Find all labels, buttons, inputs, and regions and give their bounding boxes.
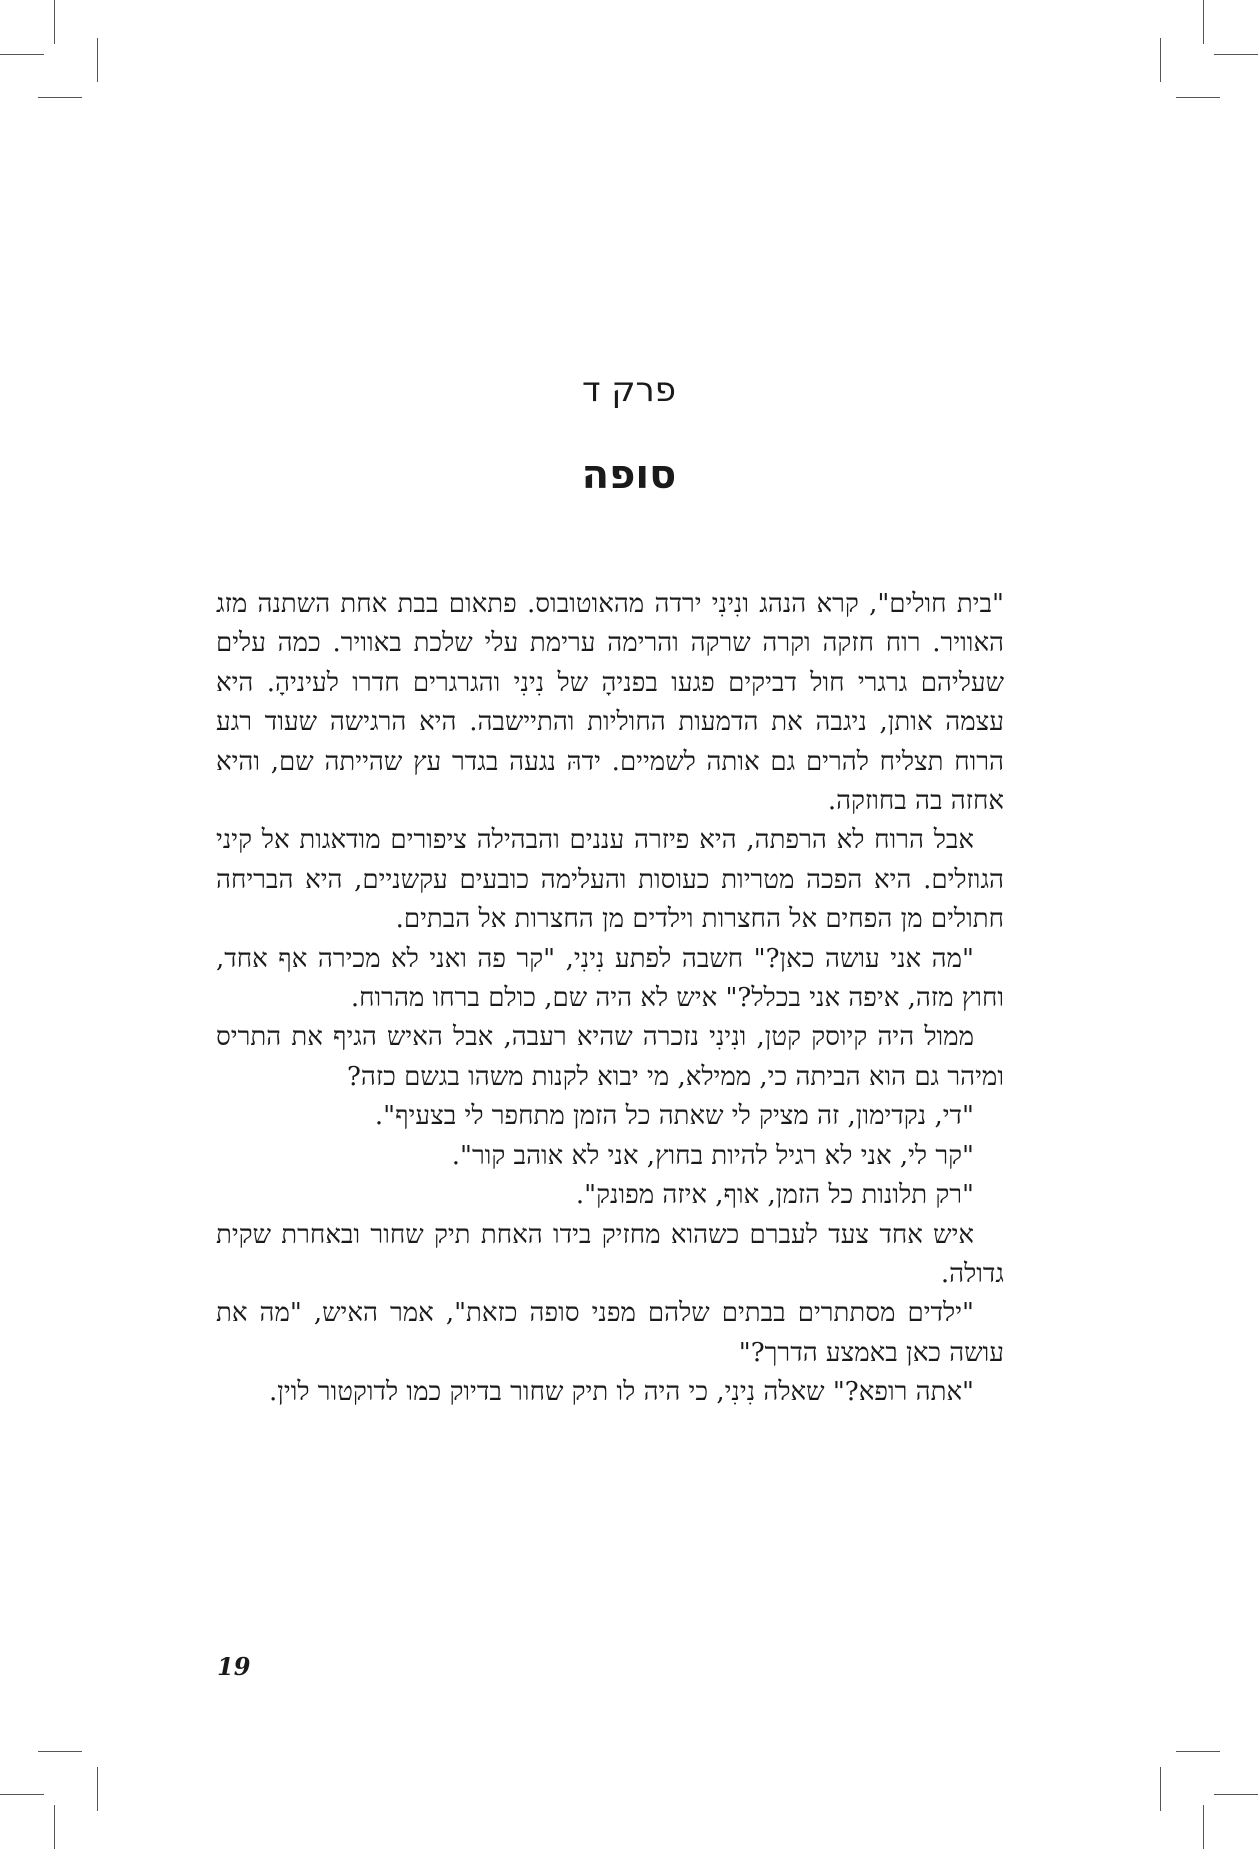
crop-mark-top-left-inner-vertical [97, 38, 98, 82]
crop-mark-bottom-left-inner-horizontal [38, 1751, 82, 1752]
crop-mark-top-left-inner-horizontal [38, 97, 82, 98]
crop-mark-top-left-vertical [54, 0, 55, 44]
paragraph: איש אחד צעד לעברם כשהוא מחזיק בידו האחת תיק שחור ובאחרת שקית גדולה. [216, 1219, 1004, 1289]
crop-mark-bottom-left-horizontal [0, 1794, 44, 1795]
crop-mark-top-left-horizontal [0, 54, 44, 55]
chapter-body [216, 585, 1004, 1413]
chapter-title: סופה [581, 452, 677, 498]
crop-mark-bottom-right-vertical [1203, 1805, 1204, 1849]
crop-mark-bottom-left-inner-vertical [97, 1767, 98, 1811]
paragraph: "אתה רופא?" שאלה נִינִי, כי היה לו תיק שחור בדיוק כמו לדוקטור לוין. [269, 1377, 974, 1408]
crop-mark-top-right-inner-horizontal [1176, 97, 1220, 98]
paragraph: ממול היה קיוסק קטן, ונִינִי נזכרה שהיא רעבה, אבל האיש הגיף את התריס ומיהר גם הוא הביתה כי, ממילא, מי יבוא לקנות משהו בגשם כזה? [216, 1022, 1004, 1092]
crop-mark-bottom-right-inner-vertical [1160, 1767, 1161, 1811]
paragraph: אבל הרוח לא הרפתה, היא פיזרה עננים והבהילה ציפורים מודאגות אל קיני הגוזלים. היא הפכה מטריות כעוסות והעלימה כובעים עקשניים, היא הבריחה חתולים מן הפחים אל החצרות וילדים מן החצרות אל הבתים. [216, 825, 1004, 935]
chapter-label: פרק ד [582, 370, 676, 410]
paragraph: "מה אני עושה כאן?" חשבה לפתע נִינִי, "קר פה ואני לא מכירה אף אחד, וחוץ מזה, איפה אני בכלל?" איש לא היה שם, כולם ברחו מהרוח. [216, 943, 1004, 1014]
paragraph: "ילדים מסתתרים בבתים שלהם מפני סופה כזאת", אמר האיש, "מה את עושה כאן באמצע הדרך?" [216, 1298, 1004, 1368]
crop-mark-top-right-inner-vertical [1160, 38, 1161, 82]
dialog-line: "די, נקדימון, זה מציק לי שאתה כל הזמן מתחפר לי בצעיף". [374, 1101, 974, 1132]
paragraph: "בית חולים", קרא הנהג ונִינִי ירדה מהאוטובוס. פתאום בבת אחת השתנה מזג האוויר. רוח חזקה וקרה שרקה והרימה ערימת עלי שלכת באוויר. כמה עלים שעליהם גרגרי חול דביקים פגעו בפניהָ של נִינִי והגרגרים חדרו לעיניהָ. היא עצמה אותן, ניגבה את הדמעות החוליות והתיישבה. היא הרגישה שעוד רגע הרוח תצליח להרים גם אותה לשמיים. ידהּ נגעה בגדר עץ שהייתה שם, והיא אחזה בה בחוזקה. [216, 589, 1004, 817]
crop-mark-bottom-right-inner-horizontal [1176, 1751, 1220, 1752]
crop-mark-bottom-left-vertical [54, 1805, 55, 1849]
crop-mark-top-right-vertical [1203, 0, 1204, 44]
page-number: 19 [217, 1652, 251, 1681]
dialog-line: "רק תלונות כל הזמן, אוף, איזה מפונק". [575, 1180, 974, 1211]
dialog-line: "קר לי, אני לא רגיל להיות בחוץ, אני לא אוהב קור". [451, 1140, 974, 1171]
crop-mark-top-right-horizontal [1214, 54, 1258, 55]
crop-mark-bottom-right-horizontal [1214, 1794, 1258, 1795]
